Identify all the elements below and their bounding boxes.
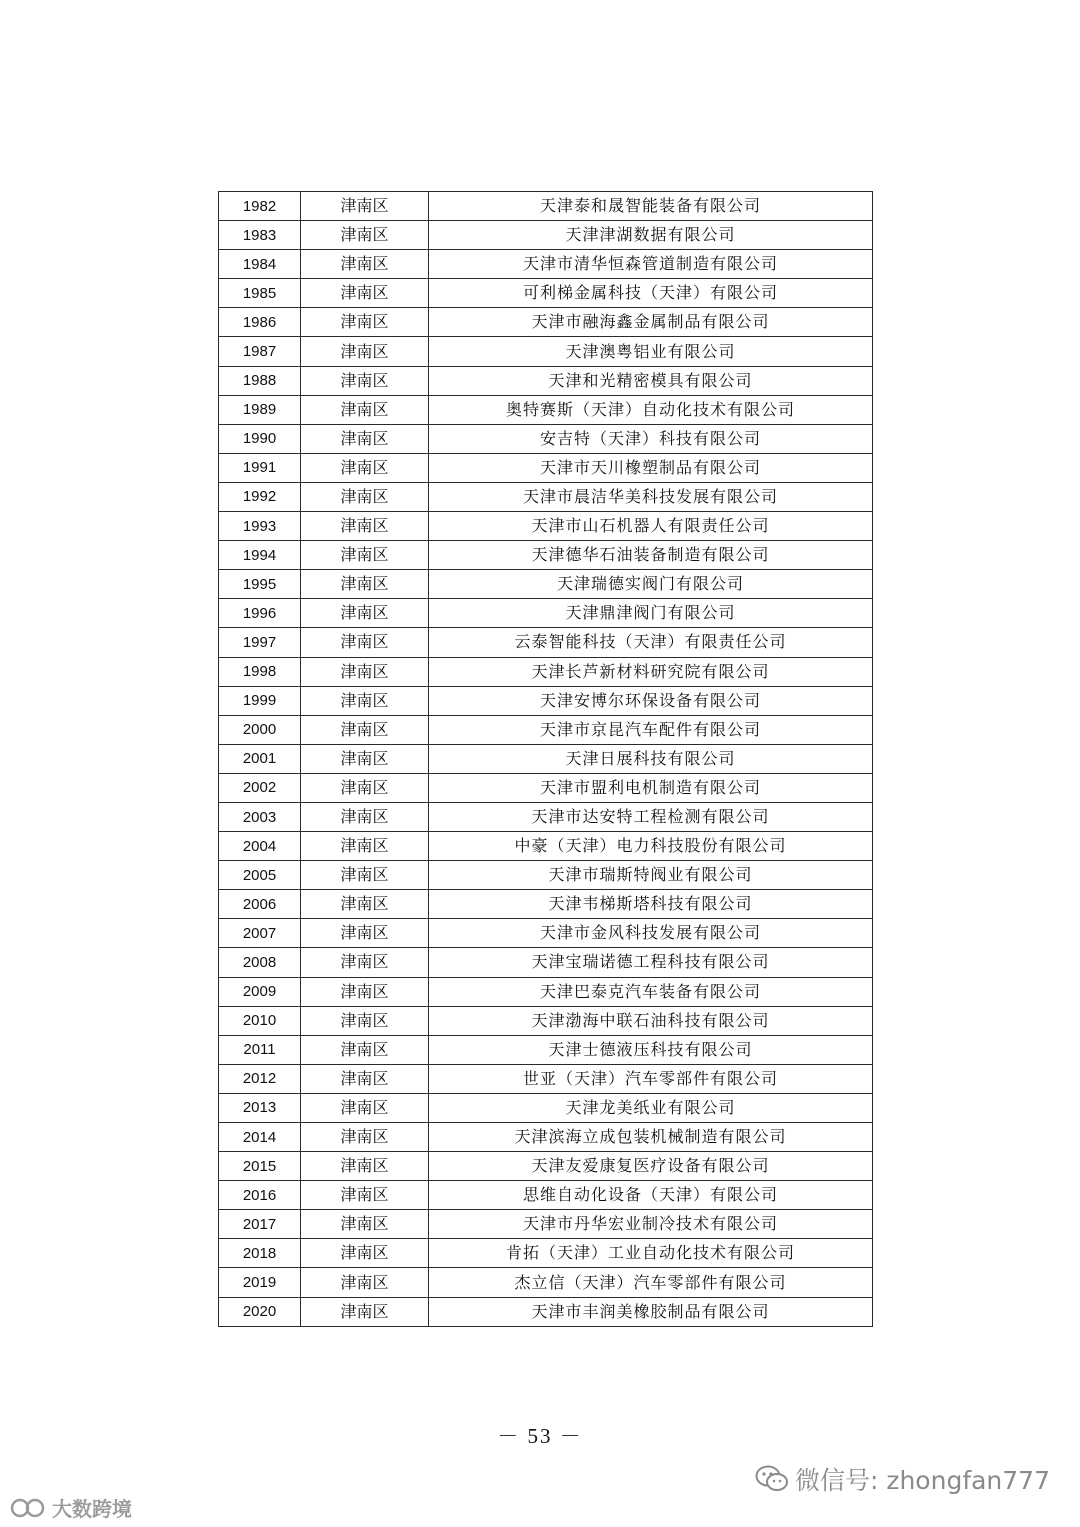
district-cell: 津南区	[301, 773, 429, 802]
company-name-cell: 天津韦梯斯塔科技有限公司	[429, 890, 873, 919]
table-row	[219, 1268, 873, 1297]
district-cell: 津南区	[301, 977, 429, 1006]
row-number-cell: 2015	[219, 1152, 301, 1181]
company-name-cell: 安吉特（天津）科技有限公司	[429, 424, 873, 453]
district-cell: 津南区	[301, 250, 429, 279]
row-number-cell: 1983	[219, 221, 301, 250]
row-number-cell: 1985	[219, 279, 301, 308]
company-name-cell: 天津瑞德实阀门有限公司	[429, 570, 873, 599]
table-row	[219, 802, 873, 831]
table-row	[219, 453, 873, 482]
row-number-cell: 2010	[219, 1006, 301, 1035]
company-name-cell: 天津市晨洁华美科技发展有限公司	[429, 482, 873, 511]
district-cell: 津南区	[301, 1210, 429, 1239]
district-cell: 津南区	[301, 919, 429, 948]
district-cell: 津南区	[301, 337, 429, 366]
district-cell: 津南区	[301, 832, 429, 861]
row-number-cell: 2013	[219, 1093, 301, 1122]
row-number-cell: 2000	[219, 715, 301, 744]
table-row	[219, 1123, 873, 1152]
row-number-cell: 2006	[219, 890, 301, 919]
company-name-cell: 天津市金风科技发展有限公司	[429, 919, 873, 948]
row-number-cell: 1995	[219, 570, 301, 599]
company-name-cell: 天津澳粤铝业有限公司	[429, 337, 873, 366]
company-name-cell: 世亚（天津）汽车零部件有限公司	[429, 1064, 873, 1093]
dashuju-logo-icon	[10, 1497, 46, 1519]
company-name-cell: 天津市京昆汽车配件有限公司	[429, 715, 873, 744]
district-cell: 津南区	[301, 279, 429, 308]
company-name-cell: 天津市融海鑫金属制品有限公司	[429, 308, 873, 337]
district-cell: 津南区	[301, 221, 429, 250]
table-row	[219, 192, 873, 221]
table-row	[219, 919, 873, 948]
table-row	[219, 250, 873, 279]
table-row	[219, 861, 873, 890]
row-number-cell: 1991	[219, 453, 301, 482]
company-name-cell: 肯拓（天津）工业自动化技术有限公司	[429, 1239, 873, 1268]
company-name-cell: 天津安博尔环保设备有限公司	[429, 686, 873, 715]
company-name-cell: 天津龙美纸业有限公司	[429, 1093, 873, 1122]
company-name-cell: 天津市丹华宏业制冷技术有限公司	[429, 1210, 873, 1239]
row-number-cell: 2007	[219, 919, 301, 948]
district-cell: 津南区	[301, 628, 429, 657]
company-name-cell: 天津泰和晟智能装备有限公司	[429, 192, 873, 221]
row-number-cell: 1984	[219, 250, 301, 279]
company-name-cell: 天津巴泰克汽车装备有限公司	[429, 977, 873, 1006]
table-row	[219, 395, 873, 424]
district-cell: 津南区	[301, 861, 429, 890]
district-cell: 津南区	[301, 1152, 429, 1181]
company-name-cell: 天津长芦新材料研究院有限公司	[429, 657, 873, 686]
district-cell: 津南区	[301, 1123, 429, 1152]
district-cell: 津南区	[301, 599, 429, 628]
table-row	[219, 1181, 873, 1210]
table-row	[219, 1093, 873, 1122]
table-row	[219, 366, 873, 395]
company-name-cell: 天津市清华恒森管道制造有限公司	[429, 250, 873, 279]
table-row	[219, 715, 873, 744]
district-cell: 津南区	[301, 1239, 429, 1268]
company-name-cell: 天津市天川橡塑制品有限公司	[429, 453, 873, 482]
table-row	[219, 686, 873, 715]
company-list-body	[219, 192, 873, 1327]
company-name-cell: 天津市丰润美橡胶制品有限公司	[429, 1297, 873, 1326]
table-row	[219, 1035, 873, 1064]
table-row	[219, 424, 873, 453]
table-row	[219, 279, 873, 308]
district-cell: 津南区	[301, 657, 429, 686]
district-cell: 津南区	[301, 744, 429, 773]
wechat-watermark	[755, 1461, 1050, 1497]
company-name-cell: 天津士德液压科技有限公司	[429, 1035, 873, 1064]
company-name-cell: 可利梯金属科技（天津）有限公司	[429, 279, 873, 308]
row-number-cell: 2005	[219, 861, 301, 890]
row-number-cell: 1986	[219, 308, 301, 337]
table-row	[219, 977, 873, 1006]
district-cell: 津南区	[301, 686, 429, 715]
district-cell: 津南区	[301, 308, 429, 337]
row-number-cell: 2019	[219, 1268, 301, 1297]
company-name-cell: 杰立信（天津）汽车零部件有限公司	[429, 1268, 873, 1297]
company-name-cell: 天津和光精密模具有限公司	[429, 366, 873, 395]
company-name-cell: 天津渤海中联石油科技有限公司	[429, 1006, 873, 1035]
district-cell: 津南区	[301, 1035, 429, 1064]
row-number-cell: 1997	[219, 628, 301, 657]
company-name-cell: 天津市达安特工程检测有限公司	[429, 802, 873, 831]
row-number-cell: 1994	[219, 541, 301, 570]
row-number-cell: 2001	[219, 744, 301, 773]
table-row	[219, 1239, 873, 1268]
table-row	[219, 1152, 873, 1181]
company-name-cell: 天津滨海立成包装机械制造有限公司	[429, 1123, 873, 1152]
district-cell: 津南区	[301, 715, 429, 744]
table-row	[219, 773, 873, 802]
table-row	[219, 599, 873, 628]
company-list-table	[218, 191, 873, 1327]
table-row	[219, 744, 873, 773]
table-row	[219, 221, 873, 250]
row-number-cell: 2011	[219, 1035, 301, 1064]
row-number-cell: 1988	[219, 366, 301, 395]
district-cell: 津南区	[301, 541, 429, 570]
page-number: － 53 －	[497, 1424, 583, 1448]
row-number-cell: 2018	[219, 1239, 301, 1268]
row-number-cell: 2009	[219, 977, 301, 1006]
district-cell: 津南区	[301, 890, 429, 919]
row-number-cell: 1998	[219, 657, 301, 686]
row-number-cell: 1989	[219, 395, 301, 424]
district-cell: 津南区	[301, 424, 429, 453]
company-name-cell: 天津津湖数据有限公司	[429, 221, 873, 250]
table-row	[219, 628, 873, 657]
district-cell: 津南区	[301, 453, 429, 482]
company-name-cell: 奥特赛斯（天津）自动化技术有限公司	[429, 395, 873, 424]
district-cell: 津南区	[301, 1093, 429, 1122]
table-row	[219, 512, 873, 541]
table-row	[219, 1064, 873, 1093]
table-row	[219, 832, 873, 861]
wechat-icon	[755, 1465, 789, 1493]
district-cell: 津南区	[301, 1064, 429, 1093]
company-name-cell: 思维自动化设备（天津）有限公司	[429, 1181, 873, 1210]
table-row	[219, 541, 873, 570]
table-row	[219, 1210, 873, 1239]
row-number-cell: 1999	[219, 686, 301, 715]
district-cell: 津南区	[301, 1268, 429, 1297]
row-number-cell: 1996	[219, 599, 301, 628]
table-row	[219, 1297, 873, 1326]
row-number-cell: 2014	[219, 1123, 301, 1152]
company-name-cell: 天津日展科技有限公司	[429, 744, 873, 773]
company-name-cell: 天津市山石机器人有限责任公司	[429, 512, 873, 541]
site-watermark-text: 大数跨境	[52, 1497, 132, 1521]
company-name-cell: 天津宝瑞诺德工程科技有限公司	[429, 948, 873, 977]
row-number-cell: 2002	[219, 773, 301, 802]
table-row	[219, 337, 873, 366]
row-number-cell: 2012	[219, 1064, 301, 1093]
district-cell: 津南区	[301, 1297, 429, 1326]
company-name-cell: 天津友爱康复医疗设备有限公司	[429, 1152, 873, 1181]
table-row	[219, 1006, 873, 1035]
district-cell: 津南区	[301, 366, 429, 395]
row-number-cell: 2016	[219, 1181, 301, 1210]
district-cell: 津南区	[301, 948, 429, 977]
table-row	[219, 308, 873, 337]
row-number-cell: 2003	[219, 802, 301, 831]
row-number-cell: 1982	[219, 192, 301, 221]
company-name-cell: 云泰智能科技（天津）有限责任公司	[429, 628, 873, 657]
row-number-cell: 2004	[219, 832, 301, 861]
row-number-cell: 2008	[219, 948, 301, 977]
table-row	[219, 570, 873, 599]
district-cell: 津南区	[301, 512, 429, 541]
company-name-cell: 天津市盟利电机制造有限公司	[429, 773, 873, 802]
district-cell: 津南区	[301, 1181, 429, 1210]
company-name-cell: 天津鼎津阀门有限公司	[429, 599, 873, 628]
row-number-cell: 2020	[219, 1297, 301, 1326]
district-cell: 津南区	[301, 1006, 429, 1035]
company-name-cell: 天津市瑞斯特阀业有限公司	[429, 861, 873, 890]
company-name-cell: 天津德华石油装备制造有限公司	[429, 541, 873, 570]
table-row	[219, 890, 873, 919]
row-number-cell: 1992	[219, 482, 301, 511]
wechat-watermark-text: 微信号: zhongfan777	[794, 1466, 1050, 1495]
table-row	[219, 657, 873, 686]
row-number-cell: 2017	[219, 1210, 301, 1239]
district-cell: 津南区	[301, 192, 429, 221]
district-cell: 津南区	[301, 570, 429, 599]
district-cell: 津南区	[301, 802, 429, 831]
district-cell: 津南区	[301, 482, 429, 511]
table-row	[219, 948, 873, 977]
row-number-cell: 1990	[219, 424, 301, 453]
table-row	[219, 482, 873, 511]
district-cell: 津南区	[301, 395, 429, 424]
company-name-cell: 中豪（天津）电力科技股份有限公司	[429, 832, 873, 861]
row-number-cell: 1993	[219, 512, 301, 541]
site-watermark	[10, 1493, 132, 1522]
row-number-cell: 1987	[219, 337, 301, 366]
